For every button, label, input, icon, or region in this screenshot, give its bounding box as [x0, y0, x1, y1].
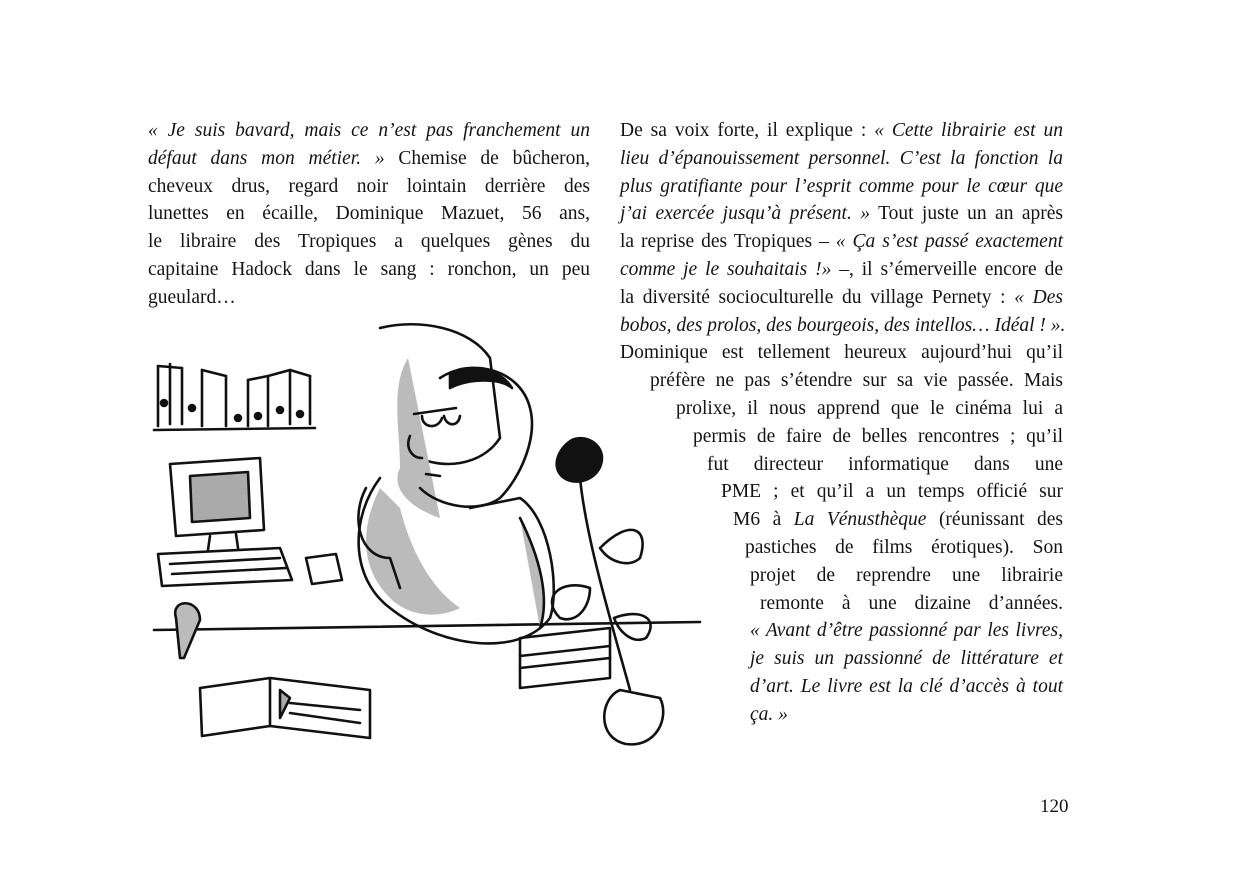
text-line [148, 145, 590, 173]
text-line [750, 701, 1063, 729]
text-line [750, 673, 1063, 701]
text-line [620, 284, 1063, 312]
text: capitaine Hadock dans le sang : ronchon, un peu [148, 259, 590, 280]
text: remonte à une dizaine d’années. [760, 592, 1063, 614]
text-line [707, 451, 1063, 479]
text: projet de reprendre une librairie [750, 564, 1063, 586]
text: cheveux drus, regard noir lointain derrière des [148, 175, 590, 197]
italic-text: bobos, des prolos, des bourgeois, des intellos… Idéal ! ». [620, 314, 1066, 336]
italic-text: d’art. Le livre est la clé d’accès à tout [750, 676, 1063, 697]
text-line [760, 590, 1063, 618]
italic-text: je suis un passionné de littérature et [750, 648, 1063, 670]
italic-text: plus gratifiante pour l’esprit comme pour le cœur que [620, 175, 1063, 197]
text: lunettes en écaille, Dominique Mazuet, 56 ans, [148, 203, 590, 225]
text: –, il s’émerveille encore de [839, 259, 1063, 280]
text-line [750, 562, 1063, 590]
text-line [148, 173, 590, 201]
text: De sa voix forte, il explique : [620, 120, 875, 141]
italic-text: « Cette librairie est un [874, 120, 1063, 141]
italic-text: « Des [1014, 286, 1063, 308]
italic-text: j’ai exercée jusqu’à présent. » [620, 203, 871, 225]
text: Chemise de bûcheron, [384, 147, 590, 169]
italic-text: lieu d’épanouissement personnel. C’est la fonction la [620, 147, 1063, 169]
text-line [620, 200, 1063, 228]
text-line [620, 145, 1063, 173]
computer-monitor-icon [158, 458, 342, 586]
text: M6 à [733, 509, 794, 531]
italic-text: « Ça s’est passé exactement [835, 231, 1063, 253]
italic-text: « Avant d’être passionné par les livres, [750, 620, 1063, 642]
page-number: 120 [1040, 796, 1069, 817]
text-line [148, 117, 590, 145]
text: Tout juste un an après [870, 203, 1064, 225]
italic-text: La Vénusthèque [793, 509, 927, 531]
text-line [745, 534, 1063, 562]
text-line [148, 284, 590, 312]
italic-text: défaut dans mon métier. » [148, 147, 385, 169]
text: prolixe, il nous apprend que le cinéma lui a [676, 398, 1063, 419]
text-line [693, 423, 1063, 451]
text: PME ; et qu’il a un temps officié sur [721, 481, 1063, 503]
open-book-icon [200, 678, 370, 738]
italic-text: « Je suis bavard, mais ce n’est pas franchement un [148, 120, 590, 141]
text-line [733, 506, 1063, 534]
text-line [676, 395, 1063, 423]
italic-text: ça. » [750, 703, 788, 725]
text-line [721, 478, 1063, 506]
text: fut directeur informatique dans une [707, 453, 1063, 475]
text: la diversité socioculturelle du village Pernety : [620, 286, 1015, 308]
shelf-binders-icon [154, 364, 315, 430]
text: pastiches de films érotiques). Son [745, 537, 1063, 558]
text: la reprise des Tropiques – [620, 231, 836, 253]
text-line [148, 256, 590, 284]
text: (réunissant des [926, 509, 1063, 531]
text-line [620, 228, 1063, 256]
bookseller-drawing-icon [140, 318, 720, 758]
rose-plant-icon [552, 438, 663, 744]
text-line [620, 173, 1063, 201]
text-line [620, 256, 1063, 284]
text: le libraire des Tropiques a quelques gènes du [148, 231, 590, 253]
text-line [148, 200, 590, 228]
italic-text: comme je le souhaitais !» [620, 259, 840, 280]
text: gueulard… [148, 286, 236, 308]
text: préfère ne pas s’étendre sur sa vie passée. Mais [650, 370, 1063, 392]
text-line [750, 645, 1063, 673]
text: permis de faire de belles rencontres ; qu’il [693, 425, 1063, 447]
text: Dominique est tellement heureux aujourd’hui qu’il [620, 342, 1063, 364]
man-figure-icon [358, 324, 553, 643]
text-line [750, 617, 1063, 645]
text-line [148, 228, 590, 256]
text-line [620, 117, 1063, 145]
